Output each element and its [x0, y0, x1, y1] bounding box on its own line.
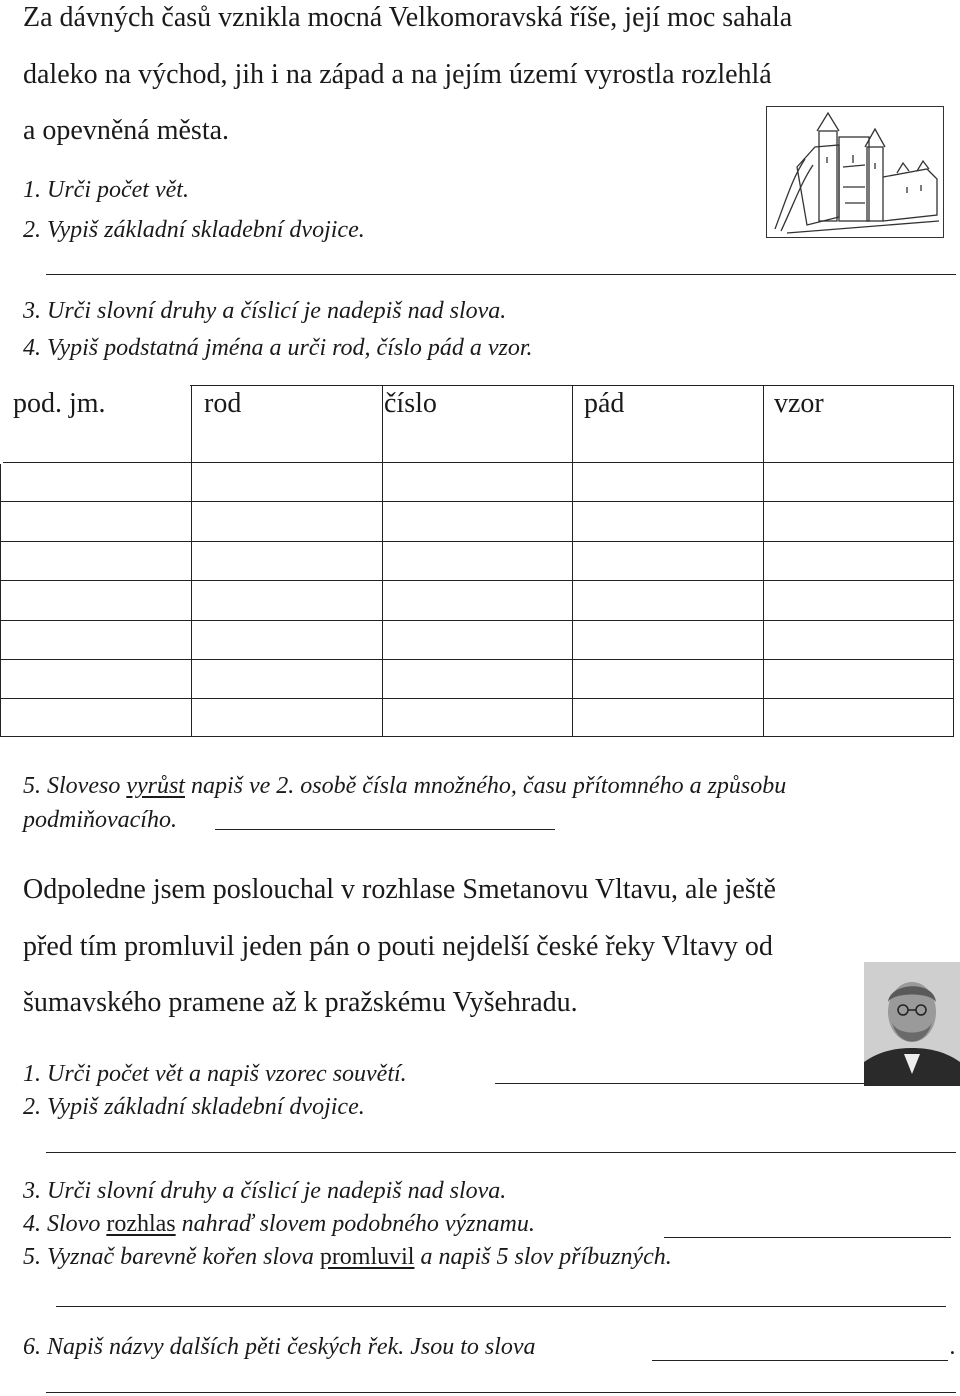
task1-wordtypes: 3. Urči slovní druhy a číslicí je nadepiš nad slova. — [23, 298, 507, 324]
task1-nouns: 4. Vypiš podstatná jména a urči rod, číslo pád a vzor. — [23, 335, 533, 361]
answer-line[interactable] — [652, 1360, 948, 1361]
castle-picture — [766, 106, 944, 238]
text2-line-1: Odpoledne jsem poslouchal v rozhlase Smetanovu Vltavu, ale ještě — [23, 874, 776, 905]
task2-synonym: 4. Slovo rozhlas nahraď slovem podobného významu. — [23, 1211, 535, 1237]
task5-line-2: podmiňovacího. — [23, 807, 177, 833]
answer-line[interactable] — [56, 1306, 946, 1307]
header-rod: rod — [204, 388, 242, 419]
header-pod-jm: pod. jm. — [13, 388, 106, 419]
castle-icon — [767, 107, 943, 237]
sentence-end: . — [950, 1334, 956, 1360]
answer-line[interactable] — [46, 1152, 956, 1153]
text2-line-2: před tím promluvil jeden pán o pouti nejdelší české řeky Vltavy od — [23, 931, 773, 962]
word-rozhlas: rozhlas — [106, 1211, 176, 1237]
header-vzor: vzor — [774, 388, 824, 419]
portrait-picture — [864, 962, 960, 1086]
intro-line-2: daleko na východ, jih i na západ a na jejím území vyrostla rozlehlá — [23, 59, 772, 90]
task2-rivers: 6. Napiš názvy dalších pěti českých řek. Jsou to slova — [23, 1334, 536, 1360]
text2-line-3: šumavského pramene až k pražskému Vyšehradu. — [23, 987, 578, 1018]
answer-line[interactable] — [215, 829, 555, 830]
task5-line-1: 5. Sloveso vyrůst napiš ve 2. osobě čísla množného, času přítomného a způsobu — [23, 773, 787, 799]
task2-wordtypes: 3. Urči slovní druhy a číslicí je nadepiš nad slova. — [23, 1178, 507, 1204]
task2-pairs: 2. Vypiš základní skladební dvojice. — [23, 1094, 365, 1120]
task2-count: 1. Urči počet vět a napiš vzorec souvětí. — [23, 1061, 407, 1087]
answer-line[interactable] — [664, 1237, 951, 1238]
header-pad: pád — [584, 388, 625, 419]
intro-line-3: a opevněná města. — [23, 115, 230, 146]
portrait-icon — [864, 962, 960, 1086]
intro-line-1: Za dávných časů vznikla mocná Velkomoravská říše, její moc sahala — [23, 2, 793, 33]
word-promluvil: promluvil — [319, 1244, 415, 1270]
header-cislo: číslo — [384, 388, 437, 419]
task1-pairs: 2. Vypiš základní skladební dvojice. — [23, 217, 365, 243]
answer-line[interactable] — [46, 1392, 956, 1393]
verb-vyrust: vyrůst — [126, 773, 185, 799]
answer-line[interactable] — [46, 274, 956, 275]
task1-count: 1. Urči počet vět. — [23, 177, 189, 203]
task2-root: 5. Vyznač barevně kořen slova promluvil a napiš 5 slov příbuzných. — [23, 1244, 672, 1270]
noun-table — [0, 385, 954, 737]
answer-line[interactable] — [495, 1083, 865, 1084]
